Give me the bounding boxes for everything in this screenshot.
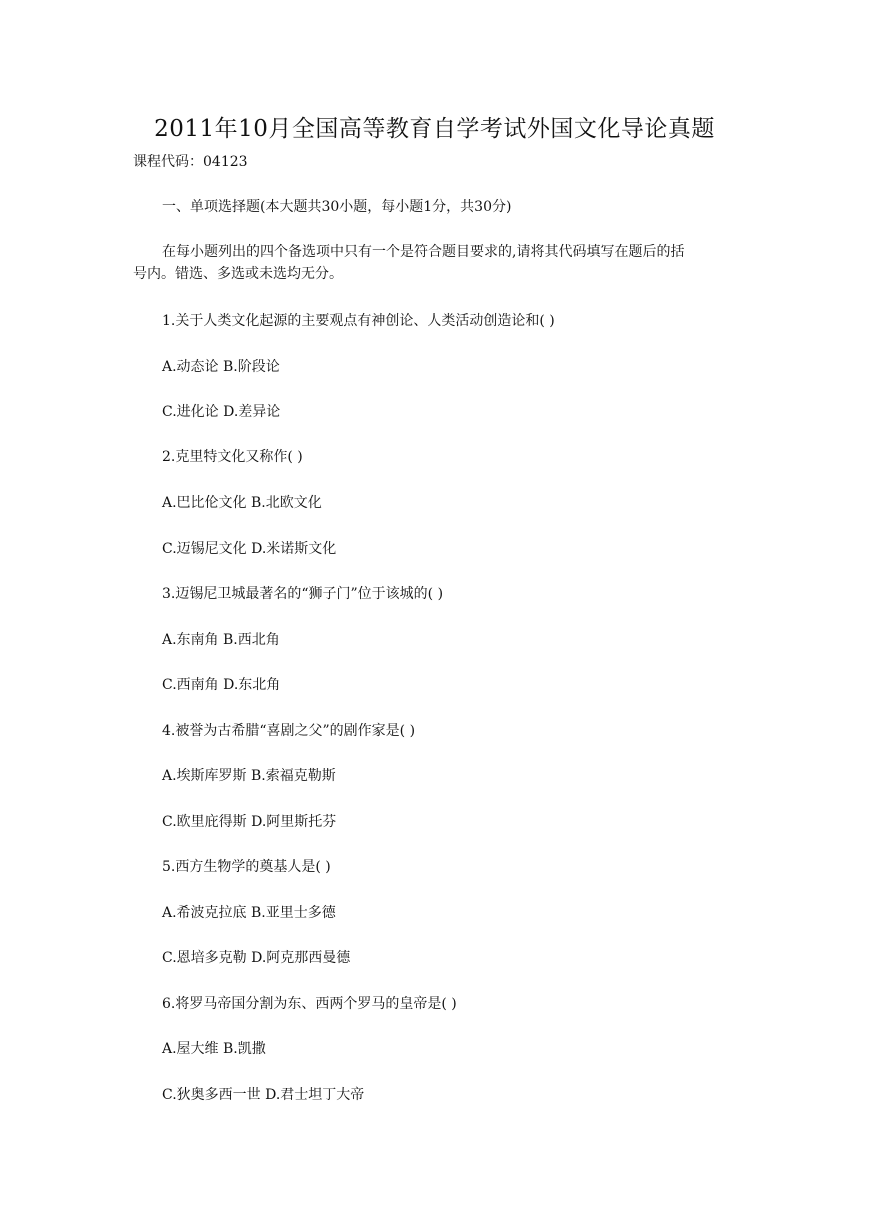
instructions-line-2: 号内。错选、多选或未选均无分。: [133, 266, 343, 282]
question-options: C.狄奥多西一世 D.君士坦丁大帝: [162, 1087, 365, 1103]
question-options: C.恩培多克勒 D.阿克那西曼德: [162, 950, 351, 966]
question-options: A.埃斯库罗斯 B.索福克勒斯: [162, 768, 336, 784]
question-options: A.动态论 B.阶段论: [162, 359, 280, 375]
question-stem: 6.将罗马帝国分割为东、西两个罗马的皇帝是( ): [162, 996, 457, 1012]
question-options: A.东南角 B.西北角: [162, 632, 280, 648]
question-options: C.欧里庇得斯 D.阿里斯托芬: [162, 814, 337, 830]
section-heading: 一、单项选择题(本大题共30小题，每小题1分，共30分): [162, 199, 512, 215]
page-title: 2011年10月全国高等教育自学考试外国文化导论真题: [154, 116, 715, 142]
question-options: C.西南角 D.东北角: [162, 677, 281, 693]
instructions-line-1: 在每小题列出的四个备选项中只有一个是符合题目要求的,请将其代码填写在题后的括: [162, 244, 685, 260]
course-code: 课程代码：04123: [133, 154, 248, 170]
question-options: C.进化论 D.差异论: [162, 404, 281, 420]
question-stem: 4.被誉为古希腊“喜剧之父”的剧作家是( ): [162, 723, 416, 739]
question-stem: 5.西方生物学的奠基人是( ): [162, 859, 331, 875]
question-stem: 2.克里特文化又称作( ): [162, 449, 303, 465]
question-options: A.屋大维 B.凯撒: [162, 1041, 266, 1057]
question-options: C.迈锡尼文化 D.米诺斯文化: [162, 541, 337, 557]
question-stem: 3.迈锡尼卫城最著名的“狮子门”位于该城的( ): [162, 586, 444, 602]
question-options: A.希波克拉底 B.亚里士多德: [162, 905, 336, 921]
question-options: A.巴比伦文化 B.北欧文化: [162, 495, 322, 511]
question-stem: 1.关于人类文化起源的主要观点有神创论、人类活动创造论和( ): [162, 313, 555, 329]
